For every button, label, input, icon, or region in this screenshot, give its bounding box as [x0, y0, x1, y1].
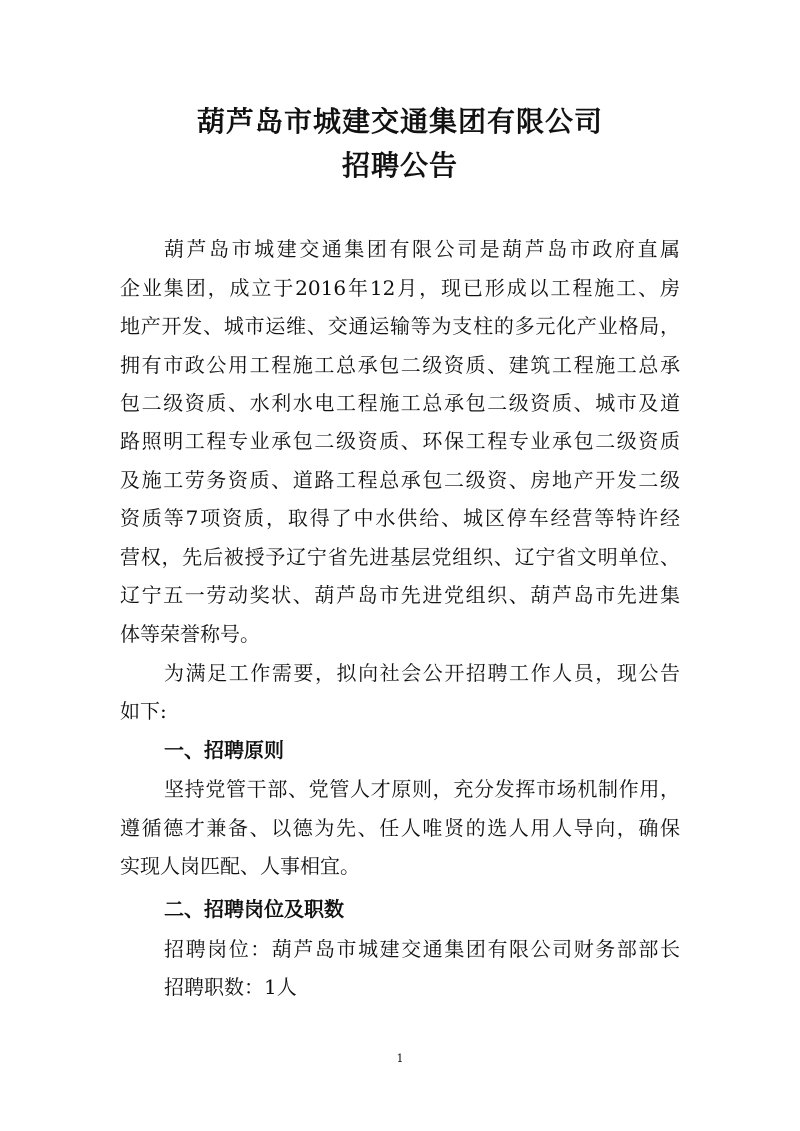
intro-line: 营权，先后被授予辽宁省先进基层党组织、辽宁省文明单位、 [120, 545, 680, 569]
document-title: 葫芦岛市城建交通集团有限公司 [196, 105, 603, 138]
intro-line: 拥有市政公用工程施工总承包二级资质、建筑工程施工总承 [120, 353, 680, 377]
document-subtitle: 招聘公告 [341, 149, 458, 182]
principles-line: 坚持党管干部、党管人才原则，充分发挥市场机制作用， [164, 777, 680, 801]
headcount-line: 招聘职数：1人 [164, 975, 297, 999]
principles-line: 实现人岗匹配、人事相宜。 [120, 854, 360, 878]
position-line: 招聘岗位：葫芦岛市城建交通集团有限公司财务部部长 [164, 937, 680, 961]
intro-line: 资质等7项资质，取得了中水供给、城区停车经营等特许经 [120, 506, 680, 530]
intro-line: 路照明工程专业承包二级资质、环保工程专业承包二级资质 [120, 429, 680, 453]
intro-line: 葫芦岛市城建交通集团有限公司是葫芦岛市政府直属 [164, 237, 680, 261]
intro-line: 地产开发、城市运维、交通运输等为支柱的多元化产业格局， [120, 314, 680, 338]
notice-line: 为满足工作需要，拟向社会公开招聘工作人员，现公告 [164, 661, 680, 685]
section-heading-principles: 一、招聘原则 [164, 738, 284, 762]
intro-line: 及施工劳务资质、道路工程总承包二级资、房地产开发二级 [120, 468, 680, 492]
page-number: 1 [396, 1052, 404, 1065]
intro-line: 包二级资质、水利水电工程施工总承包二级资质、城市及道 [120, 391, 680, 415]
principles-line: 遵循德才兼备、以德为先、任人唯贤的选人用人导向，确保 [120, 816, 680, 840]
intro-line: 企业集团，成立于2016年12月，现已形成以工程施工、房 [120, 276, 680, 300]
intro-line: 辽宁五一劳动奖状、葫芦岛市先进党组织、葫芦岛市先进集 [120, 583, 680, 607]
section-heading-positions: 二、招聘岗位及职数 [164, 897, 344, 921]
notice-line: 如下: [120, 699, 167, 723]
intro-line: 体等荣誉称号。 [120, 622, 260, 646]
